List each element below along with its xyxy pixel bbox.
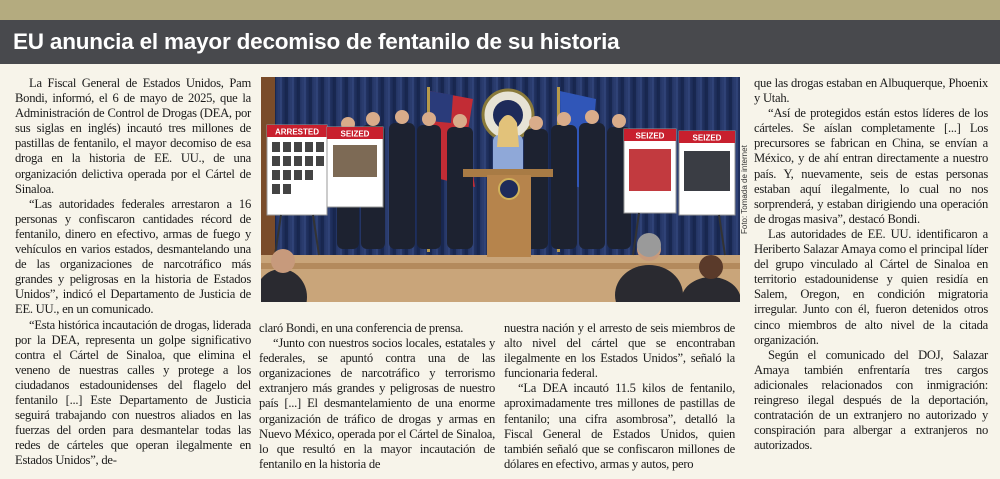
paragraph: “La DEA incautó 11.5 kilos de fentanilo, aproximadamente tres millones de pastillas de fentanilo; una cifra asombrosa”, detalló la Fiscal General de Estados Unidos, quien también señaló que se confiscaron millones de dólares en efectivo, armas y autos, pero [504, 381, 735, 471]
press-conference-illustration [261, 77, 740, 302]
text-column-4 [754, 76, 988, 453]
paragraph: Las autoridades de EE. UU. identificaron a Heriberto Salazar Amaya como el principal líder del grupo vinculado al Cártel de Sinaloa en territorio estadounidense y quien residía en Salem, Oregon, en condición migratoria irregular. Junto con él, fueron detenidos otros cinco miembros de alto nivel de la citada organización. [754, 226, 988, 347]
paragraph: claró Bondi, en una conferencia de prensa. [259, 321, 464, 335]
paragraph: “Esta histórica incautación de drogas, liderada por la DEA, representa un golpe significativo contra el Cártel de Sinaloa, que elimina el veneno de nuestras calles y protege a los ciudadanos estadounidenses del flagelo del fentanilo [...] Este Departamento de Justicia seguirá trabajando con nuestros aliados en las fuerzas del orden para desmantelar todas las redes de cárteles que operan ilegalmente en Estados Unidos”, de- [15, 317, 251, 468]
sign-seized-label: SEIZED [340, 129, 370, 139]
top-color-band [0, 0, 1000, 20]
text-column-3 [504, 321, 735, 472]
article-headline: EU anuncia el mayor decomiso de fentanilo de su historia [0, 20, 1000, 64]
text-column-1 [15, 76, 251, 468]
paragraph: nuestra nación y el arresto de seis miembros de alto nivel del cártel que se encontraban ilegalmente en los Estados Unidos”, señaló la funcionaria federal. [504, 321, 735, 381]
text-column-2 [259, 321, 495, 472]
paragraph: Según el comunicado del DOJ, Salazar Amaya también enfrentaría tres cargos adicionales relacionados con inmigración: reingreso ilegal después de la deportación, contratación de un extranjero no autorizado y conspiración para albergar a extranjeros no autorizados. [754, 347, 988, 453]
sign-seized-label: SEIZED [635, 131, 665, 141]
photo-credit: Foto: Tomada de internet [740, 145, 749, 235]
paragraph: “Así de protegidos están estos líderes de los cárteles. Se aíslan completamente [...] Los precursores se fabrican en China, se envían a México, y de ahí entran directamente a nuestro país. Y, nuevamente, seis de estas personas estaban aquí ilegalmente, lo cual no nos sorprenderá, y estaban dirigiendo una operación de drogas masiva”, destacó Bondi. [754, 106, 988, 226]
press-conference-photo [261, 77, 740, 302]
sign-arrested-label: ARRESTED [274, 127, 320, 137]
paragraph: que las drogas estaban en Albuquerque, Phoenix y Utah. [754, 76, 988, 106]
sign-seized-label: SEIZED [692, 133, 722, 143]
paragraph: La Fiscal General de Estados Unidos, Pam Bondi, informó, el 6 de mayo de 2025, que la Administración de Control de Drogas (DEA, por sus siglas en inglés) incautó tres millones de pastillas de fentanilo, el mayor decomiso de esa droga en la historia de EE. UU., de una organización delictiva operada por el Cártel de Sinaloa. [15, 76, 251, 196]
paragraph: “Junto con nuestros socios locales, estatales y federales, se apuntó contra una de las organizaciones de narcotráfico y terrorismo extranjero más grandes y peligrosas de nuestro país [...] El desmantelamiento de una enorme organización de tráfico de drogas y armas en Nuevo México, operada por el Cártel de Sinaloa, lo que resultó en la mayor incautación de fentanilo en la historia de [259, 336, 495, 471]
paragraph: “Las autoridades federales arrestaron a 16 personas y confiscaron cantidades récord de fentanilo, dinero en efectivo, armas de fuego y vehículos en varios estados, desmantelando una de las organizaciones de narcotráfico más grandes y peligrosas en la historia de Estados Unidos”, indicó el Departamento de Justicia de EE. UU., en un comunicado. [15, 196, 251, 317]
